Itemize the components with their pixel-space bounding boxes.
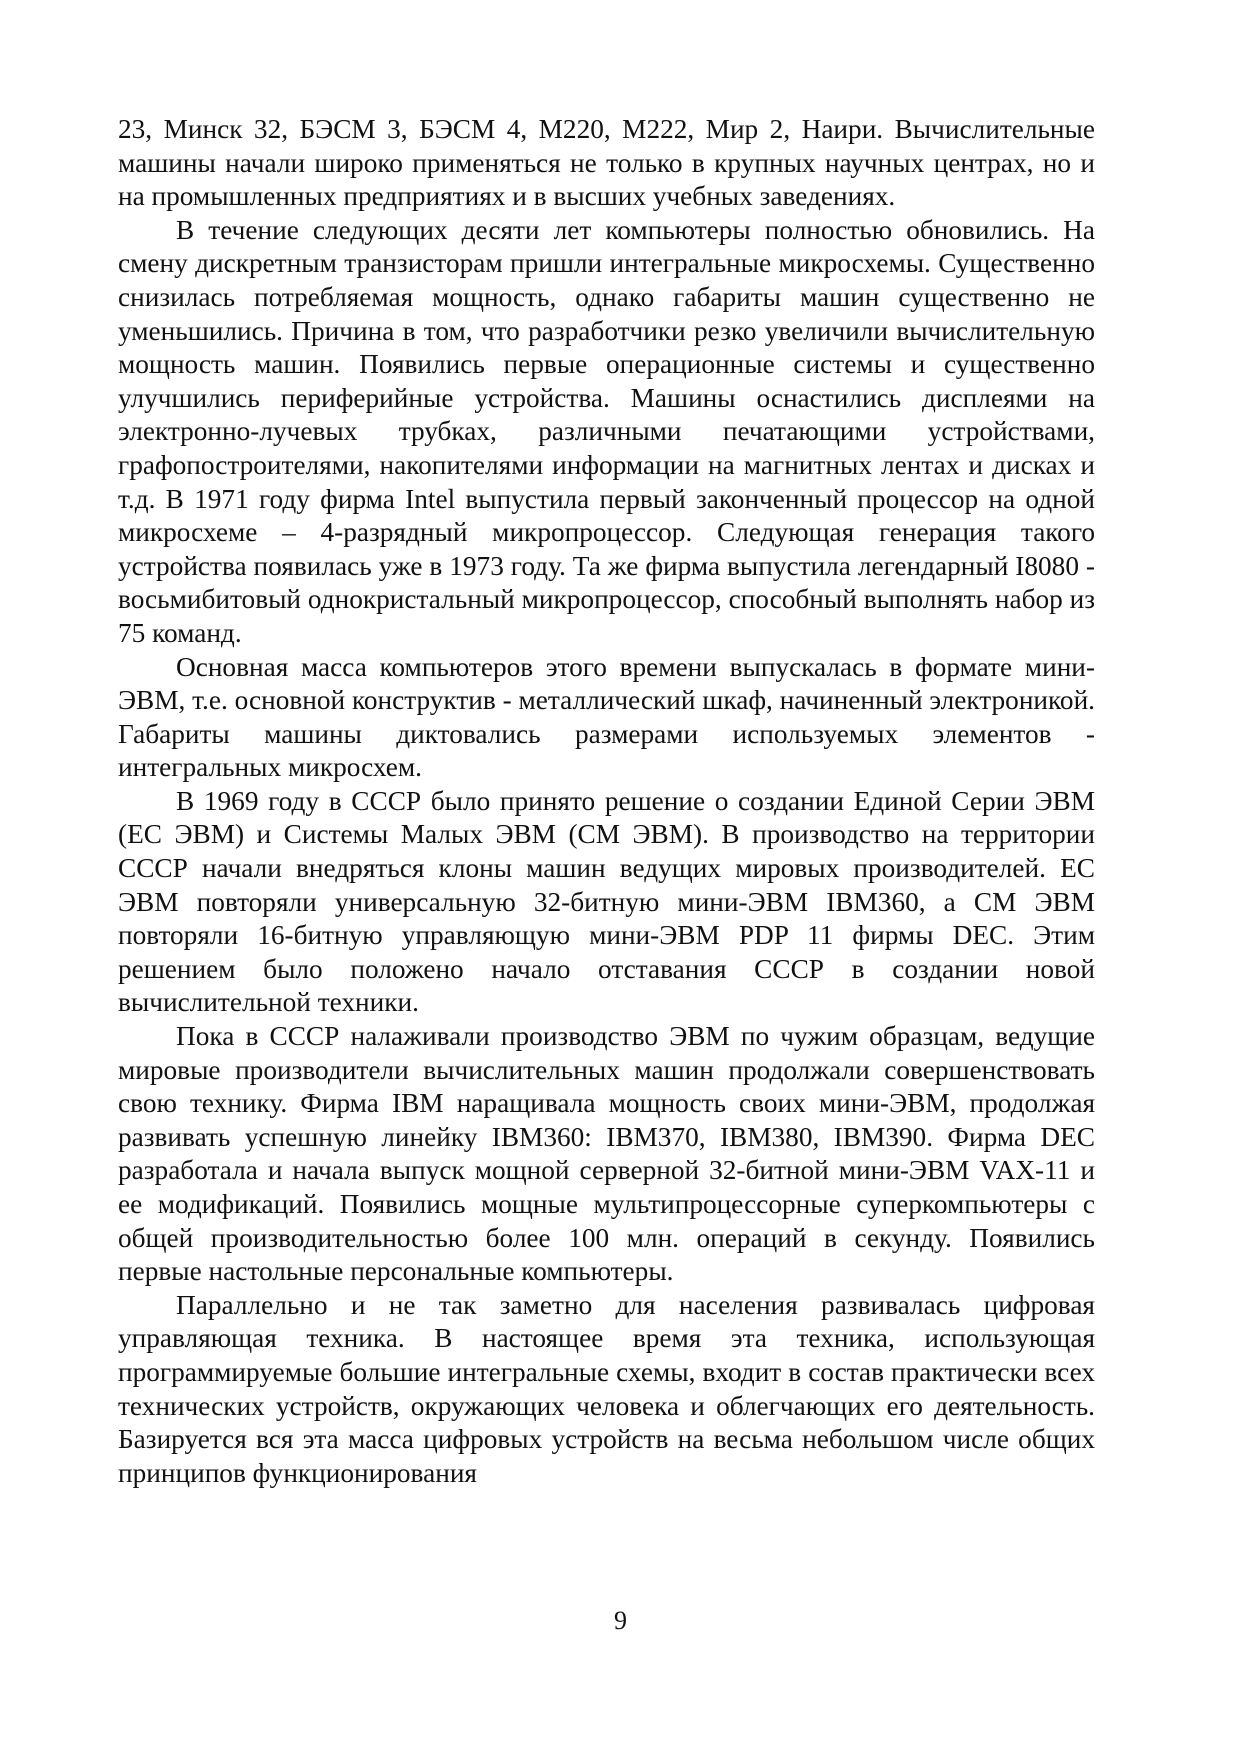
- paragraph-4: В 1969 году в СССР было принято решение о создании Единой Серии ЭВМ (ЕС ЭВМ) и Системы Малых ЭВМ (СМ ЭВМ). В производство на территории СССР начали внедряться клоны машин ведущих мировых производителей. ЕС ЭВМ повторяли универсальную 32-битную мини-ЭВМ IBM360, а СМ ЭВМ повторяли 16-битную управляющую мини-ЭВМ PDP 11 фирмы DEC. Этим решением было положено начало отставания СССР в создании новой вычислительной техники.: [118, 785, 1095, 1018]
- paragraph-6: Параллельно и не так заметно для населения развивалась цифровая управляющая техника. В настоящее время эта техника, использующая программируемые большие интегральные схемы, входит в состав практически всех технических устройств, окружающих человека и облегчающих его деятельность. Базируется вся эта масса цифровых устройств на весьма небольшом числе общих принципов функционирования: [118, 1289, 1095, 1488]
- paragraph-2: В течение следующих десяти лет компьютеры полностью обновились. На смену дискретным транзисторам пришли интегральные микросхемы. Существенно снизилась потребляемая мощность, однако габариты машин существенно не уменьшились. Причина в том, что разработчики резко увеличили вычислительную мощность машин. Появились первые операционные системы и существенно улучшились периферийные устройства. Машины оснастились дисплеями на электронно-лучевых трубках, различными печатающими устройствами, графопостроителями, накопителями информации на магнитных лентах и дисках и т.д. В 1971 году фирма Intel выпустила первый законченный процессор на одной микросхеме – 4-разрядный микропроцессор. Следующая генерация такого устройства появилась уже в 1973 году. Та же фирма выпустила легендарный I8080 - восьмибитовый однокристальный микропроцессор, способный выполнять набор из 75 команд.: [118, 214, 1095, 648]
- paragraph-1: 23, Минск 32, БЭСМ 3, БЭСМ 4, М220, М222, Мир 2, Наири. Вычислительные машины начали широко применяться не только в крупных научных центрах, но и на промышленных предприятиях и в высших учебных заведениях.: [118, 114, 1095, 212]
- paragraph-5: Пока в СССР налаживали производство ЭВМ по чужим образцам, ведущие мировые производители вычислительных машин продолжали совершенствовать свою технику. Фирма IBM наращивала мощность своих мини-ЭВМ, продолжая развивать успешную линейку IBM360: IBM370, IBM380, IBM390. Фирма DEC разработала и начала выпуск мощной серверной 32-битной мини-ЭВМ VAX-11 и ее модификаций. Появились мощные мультипроцессорные суперкомпьютеры с общей производительностью более 100 млн. операций в секунду. Появились первые настольные персональные компьютеры.: [118, 1021, 1095, 1287]
- paragraph-3: Основная масса компьютеров этого времени выпускалась в формате мини-ЭВМ, т.е. основной конструктив - металлический шкаф, начиненный электроникой. Габариты машины диктовались размерами используемых элементов - интегральных микросхем.: [118, 651, 1095, 783]
- document-body: [118, 113, 1095, 1490]
- page-number: 9: [614, 1606, 627, 1635]
